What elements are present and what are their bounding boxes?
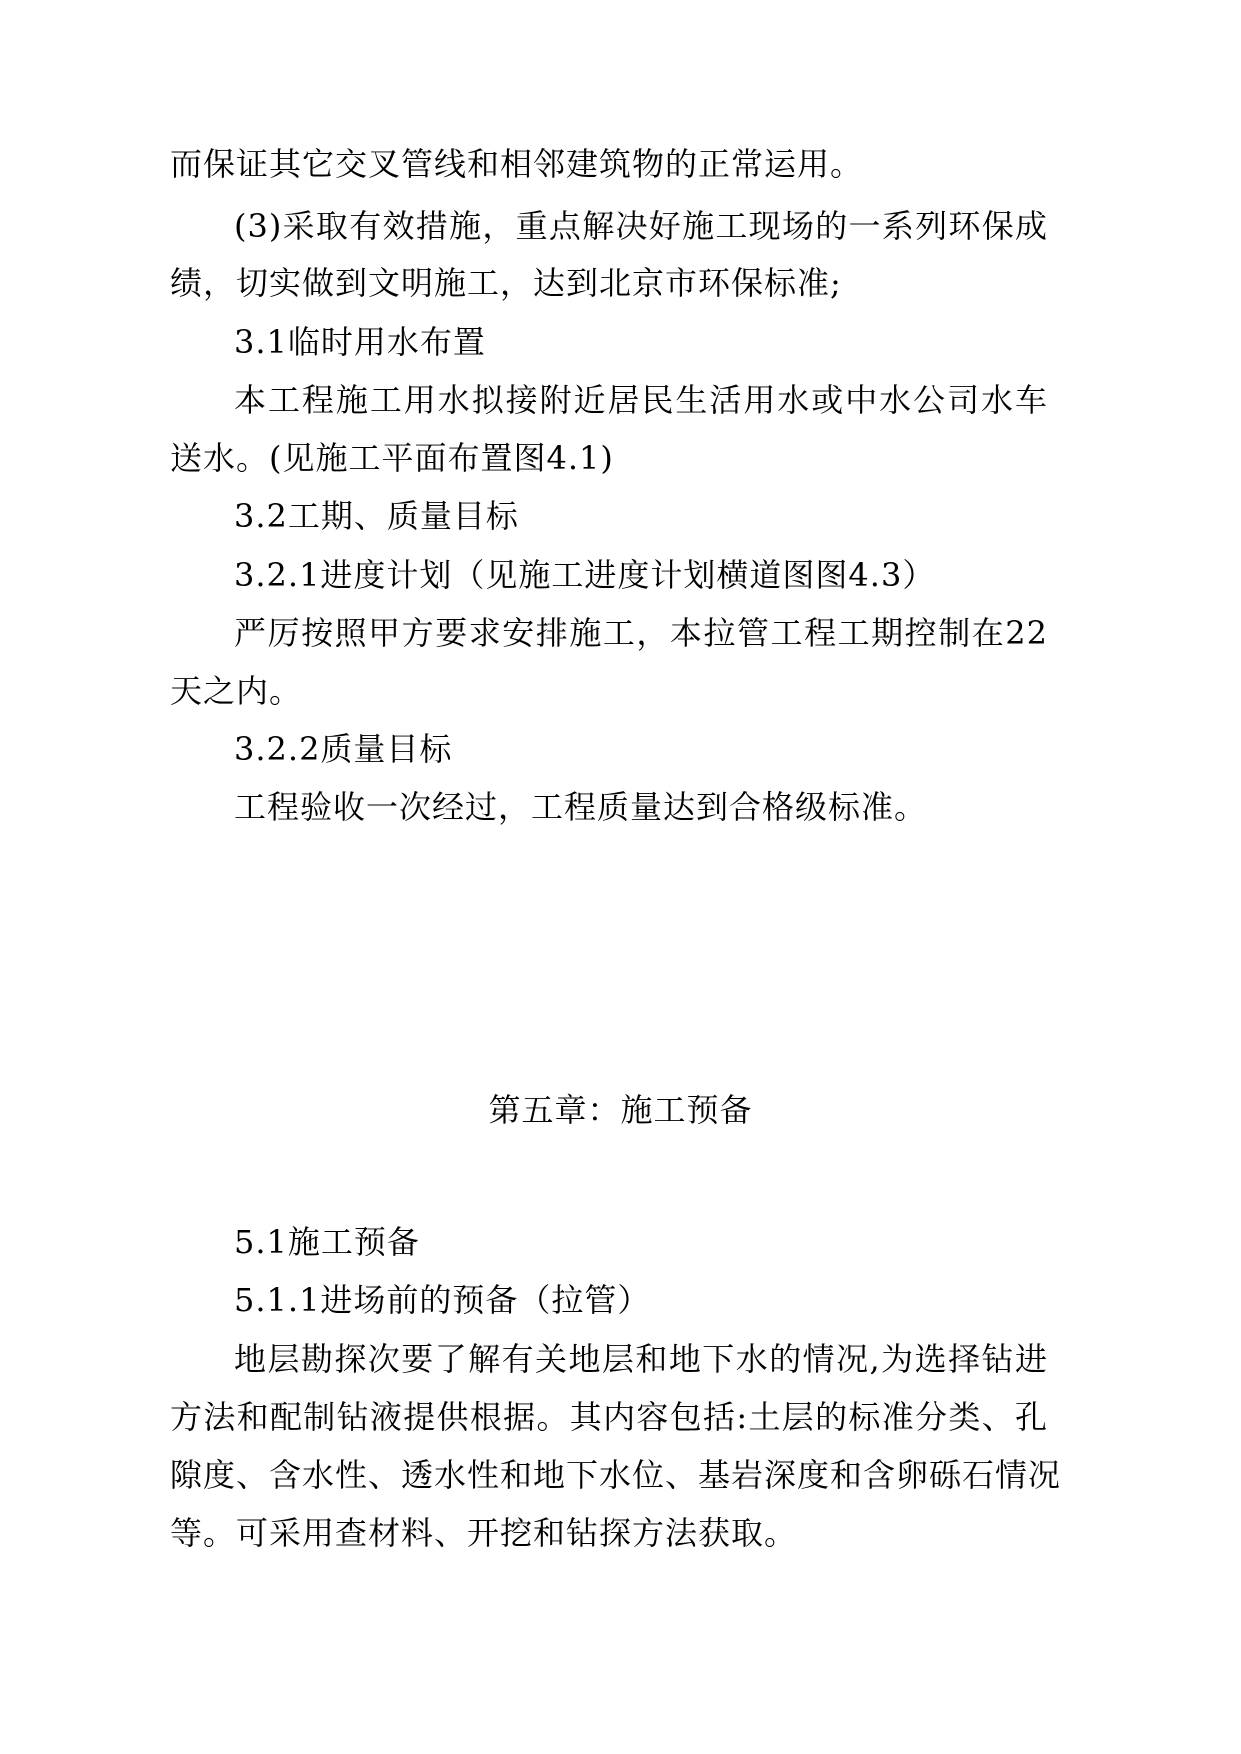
chapter-title: 第五章：施工预备 (488, 1091, 753, 1129)
subsection-heading: 3.2.2质量目标 (234, 730, 453, 768)
subsection-heading: 5.1.1进场前的预备（拉管） (234, 1281, 651, 1319)
section-heading: 3.1临时用水布置 (234, 323, 486, 361)
paragraph-line: 本工程施工用水拟接附近居民生活用水或中水公司水车 (234, 381, 1048, 419)
section-heading: 3.2工期、质量目标 (234, 497, 519, 535)
paragraph-line: 等。可采用查材料、开挖和钻探方法获取。 (170, 1514, 798, 1552)
paragraph-line: 天之内。 (170, 672, 303, 710)
section-heading: 5.1施工预备 (234, 1223, 420, 1261)
paragraph-line: 送水。(见施工平面布置图4.1) (170, 439, 614, 477)
paragraph-line: 地层勘探次要了解有关地层和地下水的情况,为选择钻进 (234, 1340, 1048, 1378)
paragraph-line: (3)采取有效措施，重点解决好施工现场的一系列环保成 (234, 207, 1048, 245)
paragraph-line: 严厉按照甲方要求安排施工，本拉管工程工期控制在22 (234, 614, 1048, 652)
paragraph-line: 方法和配制钻液提供根据。其内容包括:土层的标准分类、孔 (170, 1398, 1048, 1436)
paragraph-line: 隙度、含水性、透水性和地下水位、基岩深度和含卵砾石情况 (170, 1456, 1062, 1494)
paragraph-line: 工程验收一次经过，工程质量达到合格级标准。 (234, 788, 928, 826)
paragraph-line: 绩，切实做到文明施工，达到北京市环保标准; (170, 264, 842, 302)
paragraph-line: 而保证其它交叉管线和相邻建筑物的正常运用。 (170, 145, 864, 183)
subsection-heading: 3.2.1进度计划（见施工进度计划横道图图4.3） (234, 556, 936, 594)
